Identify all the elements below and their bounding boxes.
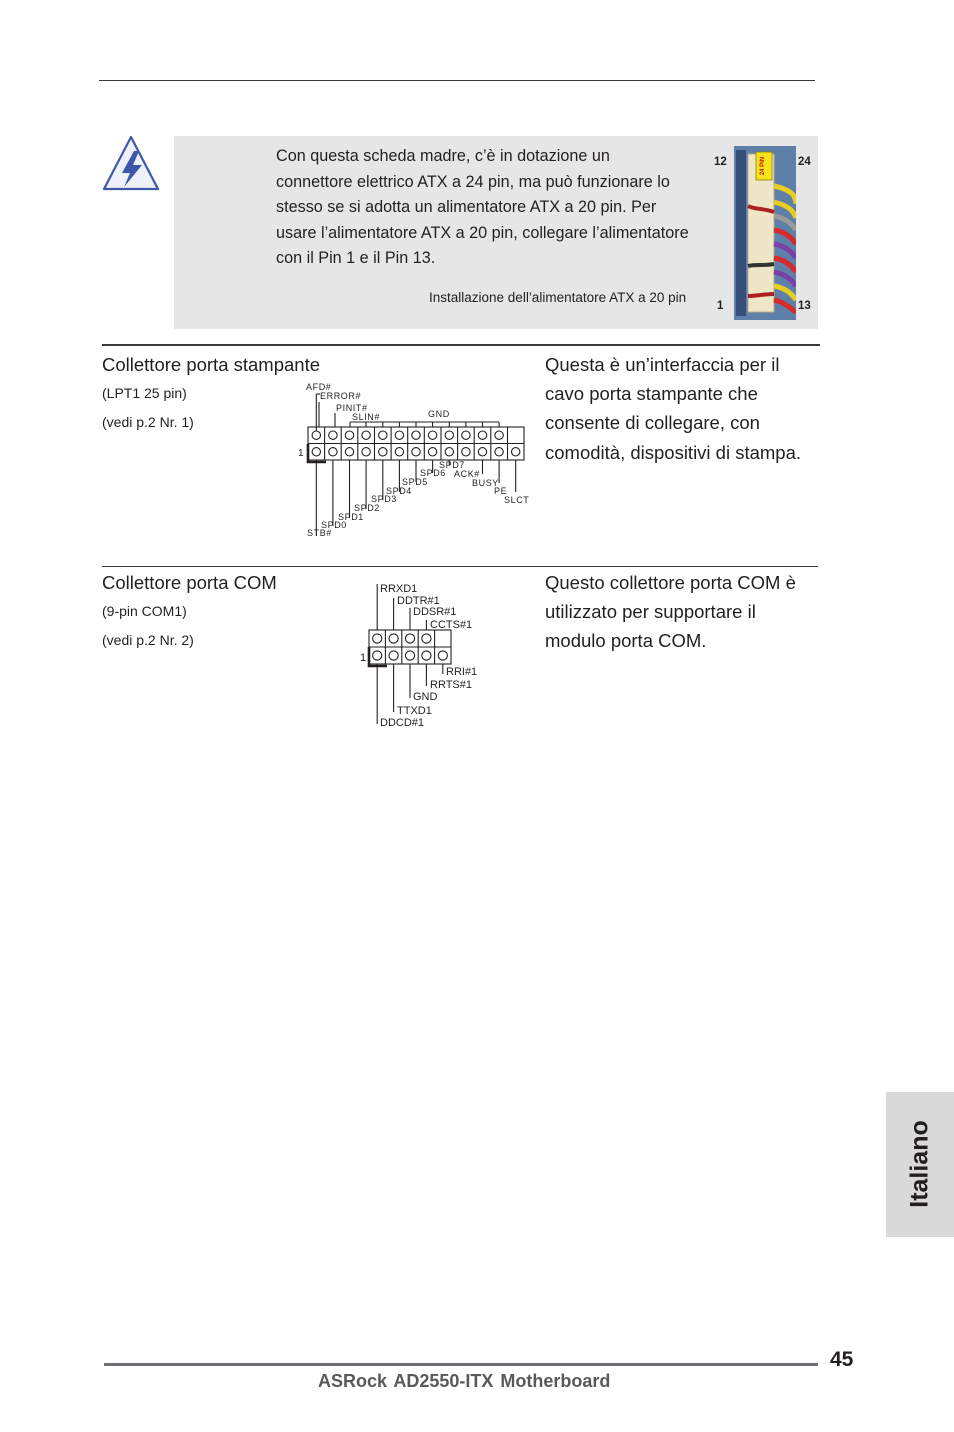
label-stb: STB# (307, 528, 332, 538)
desc-line: Questa è un’interfaccia per il (545, 354, 780, 375)
com-pin1-label: 1 (360, 652, 367, 664)
label-spd4: SPD4 (386, 486, 412, 496)
label-rri: RRI#1 (446, 666, 478, 678)
desc-line: modulo porta COM. (545, 630, 707, 652)
top-rule (99, 80, 815, 81)
note-line: con il Pin 1 e il Pin 13. (276, 249, 436, 268)
label-spd5: SPD5 (402, 477, 428, 487)
label-ddcd: DDCD#1 (380, 717, 425, 729)
label-rrxd: RRXD1 (380, 583, 418, 595)
label-slin: SLIN# (352, 412, 381, 422)
note-line: stesso se si adotta un alimentatore ATX a 20 pin. Per (276, 198, 657, 217)
pin-label-12: 12 (714, 156, 727, 168)
label-ddtr: DDTR#1 (397, 595, 440, 607)
pin-label-1: 1 (717, 300, 724, 312)
label-afd: AFD# (306, 382, 332, 392)
printer-subtitle: (LPT1 25 pin) (102, 385, 187, 401)
label-spd0: SPD0 (321, 520, 347, 530)
label-spd3: SPD3 (371, 494, 397, 504)
note-caption: Installazione dell’alimentatore ATX a 20 pin (429, 290, 687, 305)
desc-line: comodità, dispositivi di stampa. (545, 441, 802, 463)
footer-rule (104, 1363, 818, 1366)
pin-label-24: 24 (798, 156, 811, 168)
power-note-text (276, 144, 716, 272)
printer-header-diagram (290, 376, 540, 546)
atx-connector-image (734, 146, 796, 320)
desc-line: consente di collegare, con (545, 412, 760, 434)
page-number: 45 (830, 1348, 854, 1371)
label-spd2: SPD2 (354, 503, 380, 513)
label-error: ERROR# (320, 391, 362, 401)
desc-line: Questo collettore porta COM è (545, 572, 796, 593)
label-ttxd: TTXD1 (397, 705, 432, 717)
com-header-diagram (356, 578, 496, 734)
label-spd7: SPD7 (439, 460, 465, 470)
label-ack: ACK# (454, 469, 480, 479)
printer-page-ref: (vedi p.2 Nr. 1) (102, 414, 194, 430)
com-title: Collettore porta COM (102, 572, 277, 593)
note-line: Con questa scheda madre, c’è in dotazione un (276, 147, 610, 165)
com-description (545, 568, 796, 656)
pin-label-13: 13 (798, 300, 811, 312)
label-busy: BUSY (472, 478, 499, 488)
label-rrts: RRTS#1 (430, 679, 472, 691)
warning-lightning-icon (100, 133, 162, 193)
com-section-rule (102, 566, 818, 567)
label-spd6: SPD6 (420, 468, 446, 478)
label-spd1: SPD1 (338, 512, 364, 522)
note-line: connettore elettrico ATX a 24 pin, ma può funzionare lo (276, 172, 670, 191)
label-pe: PE (494, 486, 508, 496)
printer-section-rule (102, 344, 820, 346)
desc-line: cavo porta stampante che (545, 383, 758, 405)
printer-title: Collettore porta stampante (102, 354, 321, 375)
printer-pin1-label: 1 (298, 448, 304, 459)
label-ccts: CCTS#1 (430, 619, 473, 631)
language-tab-label: Italiano (905, 1120, 934, 1208)
com-page-ref: (vedi p.2 Nr. 2) (102, 632, 194, 648)
language-tab (886, 1092, 954, 1237)
connector-label: 24 PIN (760, 156, 766, 176)
label-slct: SLCT (504, 495, 530, 505)
label-gnd: GND (428, 409, 450, 419)
printer-description (545, 350, 801, 467)
desc-line: utilizzato per supportare il (545, 601, 756, 623)
label-pinit: PINIT# (336, 403, 368, 413)
label-gnd: GND (413, 691, 438, 703)
footer-product-name: ASRock AD2550-ITX Motherboard (318, 1371, 611, 1391)
note-line: usare l’alimentatore ATX a 20 pin, collegare l’alimentatore (276, 223, 689, 242)
com-subtitle: (9-pin COM1) (102, 603, 187, 619)
label-ddsr: DDSR#1 (413, 606, 457, 618)
